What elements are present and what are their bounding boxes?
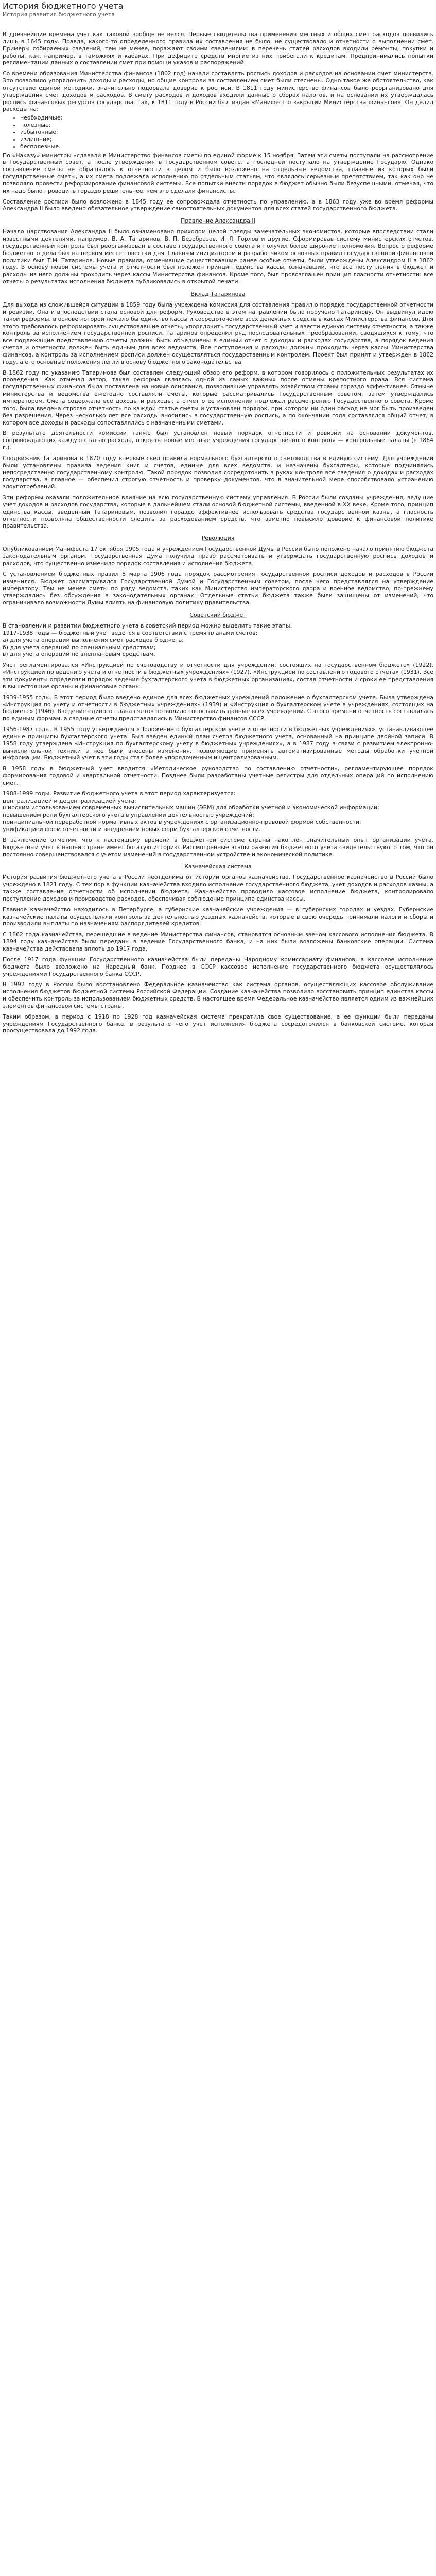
paragraph: Главное казначейство находилось в Петербурге, а губернские казначейские учреждения — в губернских городах и уездах. Губернские казначейские палаты осуществляли контроль за деятельностью уездных казначейств, которые в свою очередь принимали налоги и сборы и производили выплаты по назначениям распорядителей кредитов. [3, 906, 433, 927]
list-item: • излишние; [20, 136, 433, 143]
paragraph: 1939-1955 годы. В этот период было введено единое для всех бюджетных учреждений положение о бухгалтерском учете. Была утверждена «Инструкция по учету и отчетности в бюджетных учреждениях» (1939) и «Инструкция о бухгалтерском учете в учреждениях, состоящих на бюджете» (1946). Введение единого плана счетов позволило сопоставить данные всех учреждений. С этого времени отчетность составлялась по единым формам, а сводные отчеты представлялись в Министерство финансов СССР. [3, 693, 433, 722]
page-title: История бюджетного учета [3, 1, 124, 11]
paragraph: Составление росписи было возложено в 1845 году ее сопровождала отчетность по управлению, а в 1863 году уже во время реформы Александра II было введено обязательное утверждение самостоятельных документов для всех статей государственного бюджета. [3, 198, 433, 212]
paragraph: Сподвижник Татаринова в 1870 году впервые свел правила нормального бухгалтерского счетоводства в единую систему. Для учреждений были установлены правила ведения книг и счетов, единые для всех ведомств, и назначены бухгалтеры, которые подчинялись непосредственно государственному контролю. Такой порядок позволил сосредоточить в руках контроля все сведения о доходах и расходах государства, а главное — обеспечил строгую отчетность и проверку документов, что в значительной мере способствовало устранению злоупотреблений. [3, 454, 433, 490]
paragraph: Начало царствования Александра II было ознаменовано приходом целой плеяды замечательных экономистов, которые впоследствии стали известными деятелями, например, В. А. Татаринов, В. П. Безобразов, И. Я. Горлов и другие. Сформировав систему министерских отчетов, государственный контроль был реорганизован в составе государственного совета и получил более широкие полномочия. Вопрос о реформе бюджетного дела был на первом месте повестки дня. Главным инициатором и разработчиком основных правил государственной финансовой политики был Т.М. Татаринов. Новые правила, отменившие существовавшие ранее особые отчеты, были утверждены Александром II в 1862 году. В основу новой системы учета и отчетности был положен принцип единства кассы, означавший, что все поступления в бюджет и расходы из него должны проходить через кассы Министерства финансов. Кроме того, был провозглашен принцип гласности отчетности: все отчеты о результатах исполнения бюджета публиковались в открытой печати. [3, 228, 433, 285]
paragraph: принципиальной переработкой нормативных актов в учреждениях с организационно-правовой формой собственности; [3, 819, 361, 826]
list-item: • бесполезные. [20, 143, 433, 150]
paragraph: Эти реформы оказали положительное влияние на всю государственную систему управления. В России были созданы учреждения, ведущие учет доходов и расходов государства, которые в дальнейшем стали основой бюджетной системы, введенной в XX веке. Кроме того, принцип единства кассы, введенный Татариновым, позволил гораздо эффективнее использовать средства государственной казны, а гласность отчетности позволяла общественности следить за расходованием средств, что заметно повысило доверие к финансовой политике правительства. [3, 494, 433, 530]
paragraph: В 1958 году в бюджетный учет вводится «Методическое руководство по составлению отчетности», регламентирующее порядок формирования годовой и квартальной отчетности. Позднее были разработаны учетные регистры для отдельных операций по исполнению смет. [3, 765, 433, 786]
paragraph: С установлением бюджетных правил 8 марта 1906 года порядок рассмотрения государственной росписи доходов и расходов в России изменился. Бюджет рассматривался Государственной Думой и Государственным советом, после чего представлялся на утверждение императору. Тем не менее сметы по ряду ведомств, таких как Министерство императорского двора и военное ведомство, по-прежнему утверждались без обсуждения в законодательных органах. Отдельные статьи бюджета также были защищены от изменений, что ограничивало возможности Думы влиять на финансовую политику правительства. [3, 570, 433, 606]
section-heading: Революция [201, 535, 235, 542]
paragraph: 1956-1987 годы. В 1955 году утверждается «Положение о бухгалтерском учете и отчетности в бюджетных учреждениях», устанавливающее единые принципы бухгалтерского учета. Был введен единый план счетов бюджетного учета, основанный на принципе двойной записи. В 1958 году утверждена «Инструкция по бухгалтерскому учету в бюджетных учреждениях», а в 1987 году в связи с развитием электронно-вычислительной техники в нее были внесены изменения, позволяющие применять автоматизированные методы обработки учетной информации. Бюджетный учет в эти годы стал более упорядоченным и централизованным. [3, 726, 433, 761]
paragraph: Учет регламентировался «Инструкцией по счетоводству и отчетности для учреждений, состоящих на государственном бюджете» (1922), «Инструкцией по ведению учета и отчетности в бюджетных учреждениях» (1927), «Инструкцией по составлению годового отчета» (1931). Все эти документы определяли порядок ведения бухгалтерского учета в бюджетных организациях, состав отчетности и сроки ее представления в вышестоящие органы и финансовые органы. [3, 662, 433, 690]
paragraph: 1988-1999 годы. Развитие бюджетного учета в этот период характеризуется: [3, 790, 236, 797]
paragraph: В результате деятельности комиссии также был установлен новый порядок отчетности и ревизии на основании документов, сопровождающих каждую статью расхода, открыты новые местные учреждения государственного контроля — контрольные палаты (в 1864 г.). [3, 430, 433, 451]
article-body [3, 31, 433, 1035]
paragraph: Для выхода из сложившейся ситуации в 1859 году была учреждена комиссия для составления правил о порядке государственной отчетности и ревизии. Она и впоследствии стала основой для реформ. Руководство в этом направлении было поручено Татаринову. Он выдвинул идею такой реформы, в основе которой лежало бы единство кассы и сосредоточение всех денежных средств в кассах Министерства финансов. Для этого требовалось реформировать существовавшие отчеты, упорядочить государственный учет и ввести единую систему отчетности, а также контроль за исполнением государственной росписи. Татаринов определил ряд последовательных преобразований, сводящихся к тому, что все подлежащие представлению отчеты должны быть объединены в единый отчет о доходах и расходах государства, а порядок ведения счетов и отчетности должен быть единым для всех ведомств. Все поступления и расходы должны проходить через кассы Министерства финансов, а контроль за исполнением росписи должен осуществляться государственным контролем. Проект был принят и утвержден в 1862 году, а его основные положения легли в основу бюджетного законодательства. [3, 301, 433, 365]
paragraph: повышением роли бухгалтерского учета в управлении деятельностью учреждений; [3, 811, 254, 819]
paragraph: унификацией форм отчетности и внедрением новых форм бухгалтерской отчетности. [3, 826, 261, 833]
paragraph: В становлении и развитии бюджетного учета в советский период можно выделить такие этапы: [3, 622, 292, 630]
paragraph: широким использованием современных вычислительных машин (ЭВМ) для обработки учетной и экономической информации; [3, 804, 379, 811]
paragraph: в) для учета операций по внеплановым средствам. [3, 651, 155, 658]
paragraph: В 1992 году в России было восстановлено Федеральное казначейство как система органов, осуществляющих кассовое обслуживание исполнения бюджетов бюджетной системы Российской Федерации. Создание казначейства позволило восстановить принцип единства кассы и обеспечить контроль за использованием бюджетных средств. В настоящее время Федеральное казначейство является одним из важнейших элементов финансовой системы страны. [3, 981, 433, 1009]
paragraph: По «Наказу» министры «сдавали в Министерство финансов сметы по единой форме к 15 ноября. Затем эти сметы поступали на рассмотрение в Государственный совет, а после утверждения в Государственном совете, а последней поступало на утверждение Государю. Однако составление сметы не обращалось к отчетности в целом и было возложено на отдельные ведомства, главные из которых были государственные сметы, а их смета подлежала исполнению по отдельным статьям, что являлось серьезным препятствием, так как оно не позволяло провести реформирование финансовой системы. Все попытки внести порядок в бюджет обычно были безуспешными, отмечая, что их надо было проводить гораздо решительнее, чем это сделали финансисты. [3, 151, 433, 194]
paragraph: б) для учета операций по специальным средствам; [3, 643, 156, 651]
paragraph: С 1862 года казначейства, перешедшие в ведение Министерства финансов, становятся основным звеном кассового исполнения бюджета. В 1894 году казначейства были переданы в ведение Государственного банка, и на них были возложены банковские операции. Система казначейства действовала вплоть до 1917 года. [3, 931, 433, 952]
paragraph: История развития бюджетного учета в России неотделима от истории органов казначейства. Государственное казначейство в России было учреждено в 1821 году. С тех пор в функции казначейства входило исполнение государственного бюджета, учет доходов и расходов казны, а также составление отчетности об исполнении бюджета. Казначейство проводило кассовое исполнение бюджета, контролировало поступление доходов и производство расходов, обеспечивая соблюдение принципа единства кассы. [3, 874, 433, 902]
list-item: • необходимые; [20, 114, 433, 122]
list-item: • полезные; [20, 122, 433, 129]
page-subtitle: История развития бюджетного учета [3, 11, 115, 18]
paragraph: После 1917 года функции Государственного казначейства были переданы Народному комиссариату финансов, а кассовое исполнение бюджета было возложено на Народный банк. Позднее в СССР кассовое исполнение государственного бюджета осуществлялось учреждениями Государственного банка СССР. [3, 956, 433, 977]
bullet-list [3, 114, 433, 150]
section-heading: Правление Александра II [181, 217, 255, 225]
list-item: • избыточные; [20, 129, 433, 136]
section-heading: Казначейская система [184, 863, 252, 870]
paragraph: централизацией и децентрализацией учета; [3, 797, 136, 804]
paragraph: В 1862 году по указанию Татаринова был составлен следующий обзор его реформ, в котором говорилось о положительных результатах их проведения. Как отмечал автор, такая реформа являлась одной из самых важных после отмены крепостного права. Вся система государственных финансов была поставлена на новые основания, позволившие управлять хозяйством страны гораздо эффективнее. Отныне министерства и ведомства ежегодно составляли сметы, которые рассматривались Государственным советом, затем утверждались императором. Смета содержала все доходы и расходы, а отчет о ее исполнении подлежал рассмотрению Государственного совета. Кроме того, была введена строгая отчетность по каждой статье сметы и установлен порядок, при котором ни один расход не мог быть произведен без разрешения. Через несколько лет все расходы вносились в государственную роспись, а по окончании года составлялся общий отчет, в котором все доходы и расходы сопоставлялись с назначенными сметами. [3, 369, 433, 426]
paragraph: 1917-1938 годы — бюджетный учет ведется в соответствии с тремя планами счетов: [3, 629, 258, 636]
paragraph: а) для учета операций выполнения смет расходов бюджета; [3, 636, 184, 643]
paragraph: Со времени образования Министерства финансов (1802 год) начали составлять роспись доходов и расходов на основании смет министерств. Это позволило упорядочить доходы и расходы, но общие контроли за составлением смет были стеснены. Одно такое же обстоятельство, как отсутствие единой методики, значительно подорвала доверие к росписи. В 1811 году министерство финансов было реорганизовано для утверждения смет доходов и расходов. В смету расходов и доходов входили данные о сборах налогов, и на основании их утверждалась роспись финансовых ресурсов государства. Так, к 1811 году в России был издан «Манифест о закрытии Министерства финансов». Он делил расходы на: [3, 70, 433, 113]
paragraph: Таким образом, в период с 1918 по 1928 год казначейская система прекратила свое существование, а ее функции были переданы учреждениям Государственного банка, в результате чего учет исполнения бюджета сосредоточился в банковской системе, которая просуществовала до 1992 года. [3, 1013, 433, 1035]
paragraph: В древнейшие времена учет как таковой вообще не велся. Первые свидетельства применения местных и общих смет расходов появились лишь в 1645 году. Правда, какого-то определенного правила их составления не было, не существовало и отчетности о выполнении смет. Примеры собираемых сведений, тем не менее, поражают своими сведениями: в перечень статей расходов входили ремонты, покупки и работы, как, например, в таможнях и кабаках. При дефиците средств многие из них прибегали к кредитам. Предпринимались попытки регламентации данных о составлении смет при помощи указов и распоряжений. [3, 31, 433, 66]
section-heading: Вклад Татаринова [190, 291, 246, 297]
paragraph: В заключение отметим, что к настоящему времени в бюджетной системе страны накоплен значительный опыт организации учета. Бюджетный учет в нашей стране имеет богатую историю. Рассмотренные этапы развития бюджетного учета свидетельствуют о том, что он постоянно совершенствовался с учетом изменений в государственном устройстве и экономической политике. [3, 836, 433, 858]
section-heading: Советский бюджет [189, 612, 247, 619]
paragraph: Опубликованием Манифеста 17 октября 1905 года и учреждением Государственной Думы в России было положено начало принятию бюджета законодательным органом. Государственная Дума получила право рассматривать и утверждать государственную роспись доходов и расходов, что существенно изменило порядок составления и исполнения бюджета. [3, 546, 433, 567]
